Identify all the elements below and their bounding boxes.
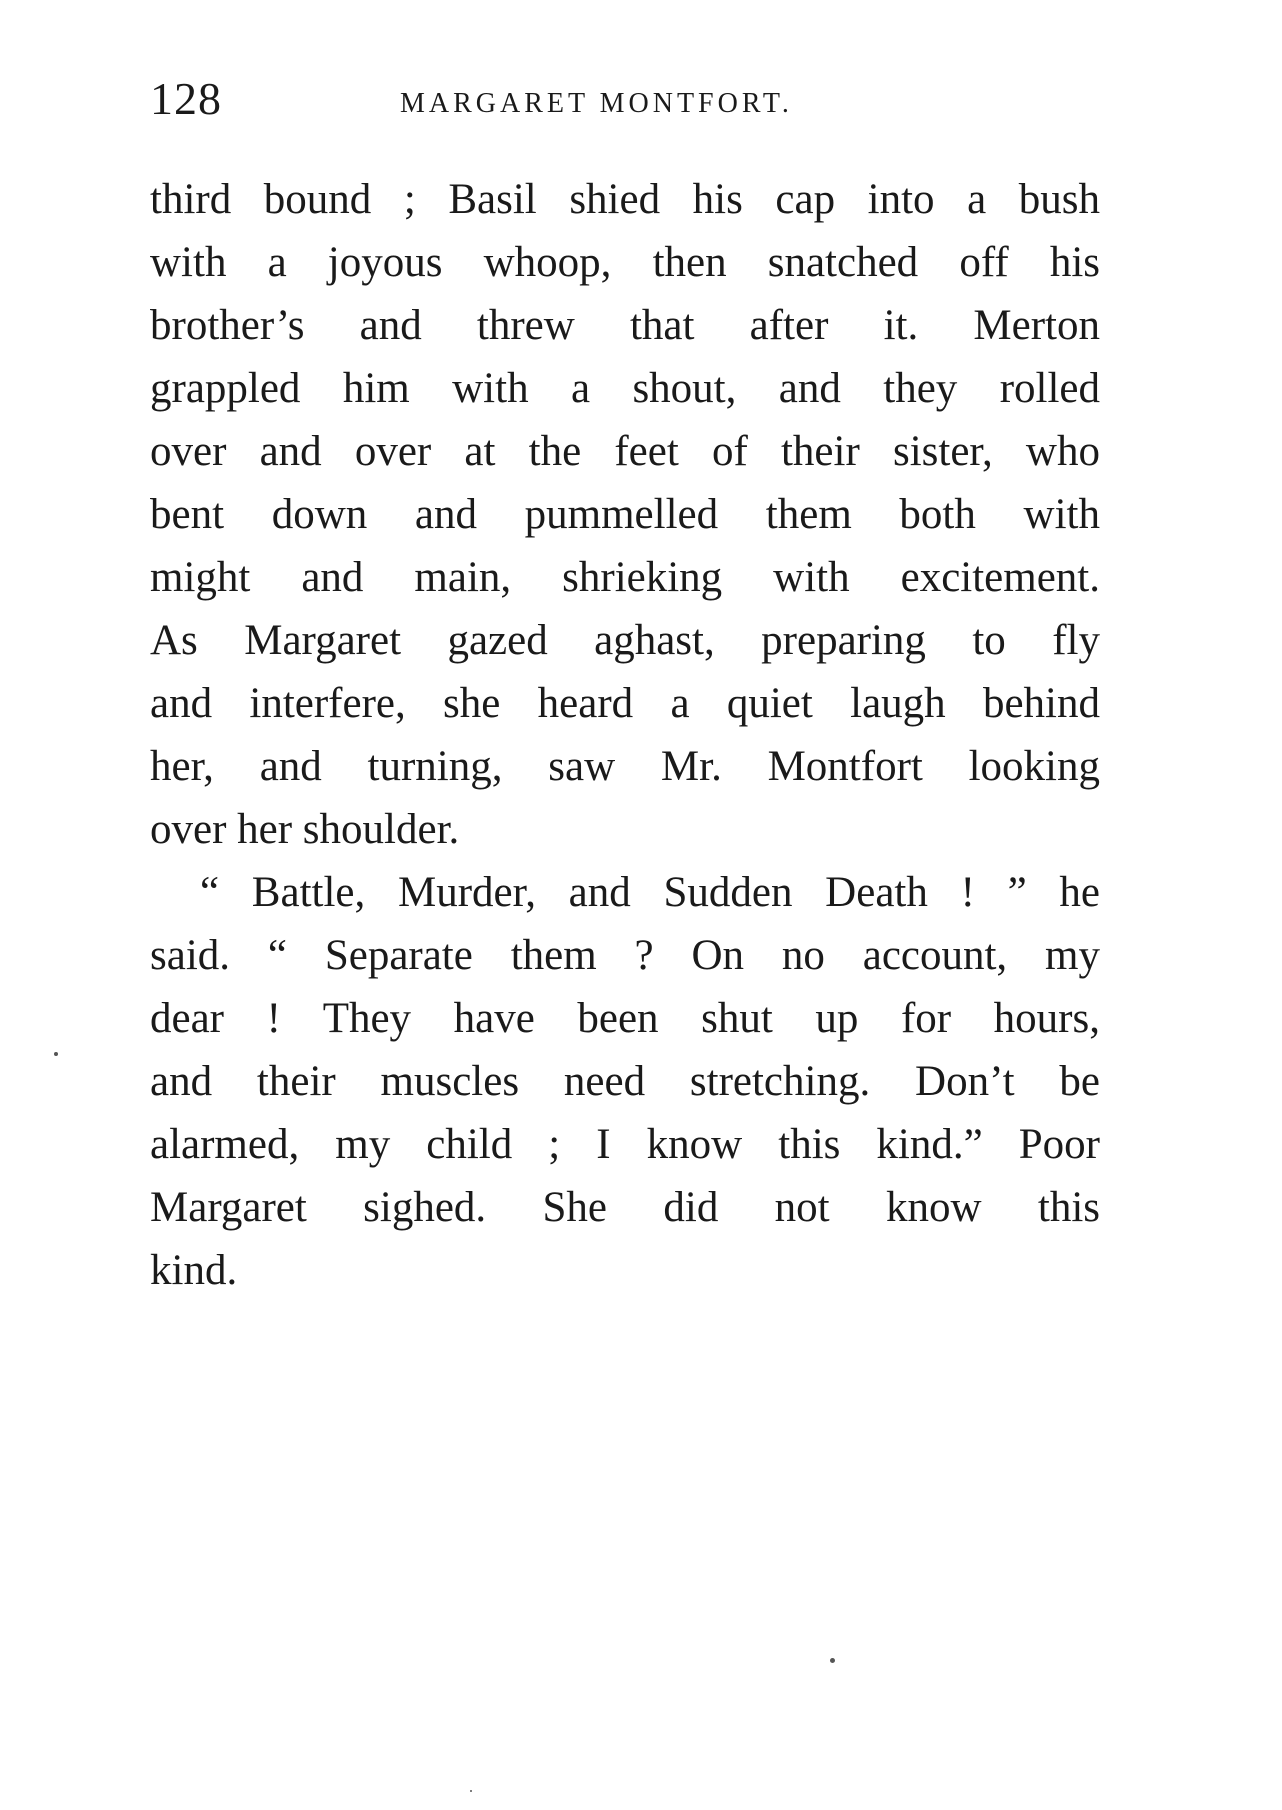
body-text xyxy=(150,168,1100,1302)
text-line: alarmed, my child ; I know this kind.” Poor xyxy=(150,1121,1100,1168)
text-line: her, and turning, saw Mr. Montfort looking xyxy=(150,743,1100,790)
running-head xyxy=(150,72,1100,132)
text-line: bent down and pummelled them both with xyxy=(150,491,1100,538)
book-title: MARGARET MONTFORT. xyxy=(400,88,793,119)
text-line: and their muscles need stretching. Don’t be xyxy=(150,1058,1100,1105)
scan-speck xyxy=(54,1052,58,1056)
text-line: grappled him with a shout, and they rolled xyxy=(150,365,1100,412)
text-line: kind. xyxy=(150,1247,238,1294)
text-line: brother’s and threw that after it. Merton xyxy=(150,302,1100,349)
text-line: “ Battle, Murder, and Sudden Death ! ” he xyxy=(200,869,1100,916)
scan-speck xyxy=(470,1790,472,1792)
text-line: and interfere, she heard a quiet laugh behind xyxy=(150,680,1100,727)
paragraph-1 xyxy=(150,168,1100,861)
text-line: said. “ Separate them ? On no account, my xyxy=(150,932,1100,979)
text-line: dear ! They have been shut up for hours, xyxy=(150,995,1100,1042)
text-line: with a joyous whoop, then snatched off his xyxy=(150,239,1100,286)
text-line: over her shoulder. xyxy=(150,806,460,853)
page-number: 128 xyxy=(150,73,222,124)
text-line: over and over at the feet of their sister, who xyxy=(150,428,1100,475)
scan-speck xyxy=(830,1658,835,1663)
text-line: third bound ; Basil shied his cap into a bush xyxy=(150,176,1100,223)
text-line: Margaret sighed. She did not know this xyxy=(150,1184,1100,1231)
paragraph-2 xyxy=(150,861,1100,1302)
text-line: might and main, shrieking with excitement. xyxy=(150,554,1100,601)
text-line: As Margaret gazed aghast, preparing to fly xyxy=(150,617,1100,664)
